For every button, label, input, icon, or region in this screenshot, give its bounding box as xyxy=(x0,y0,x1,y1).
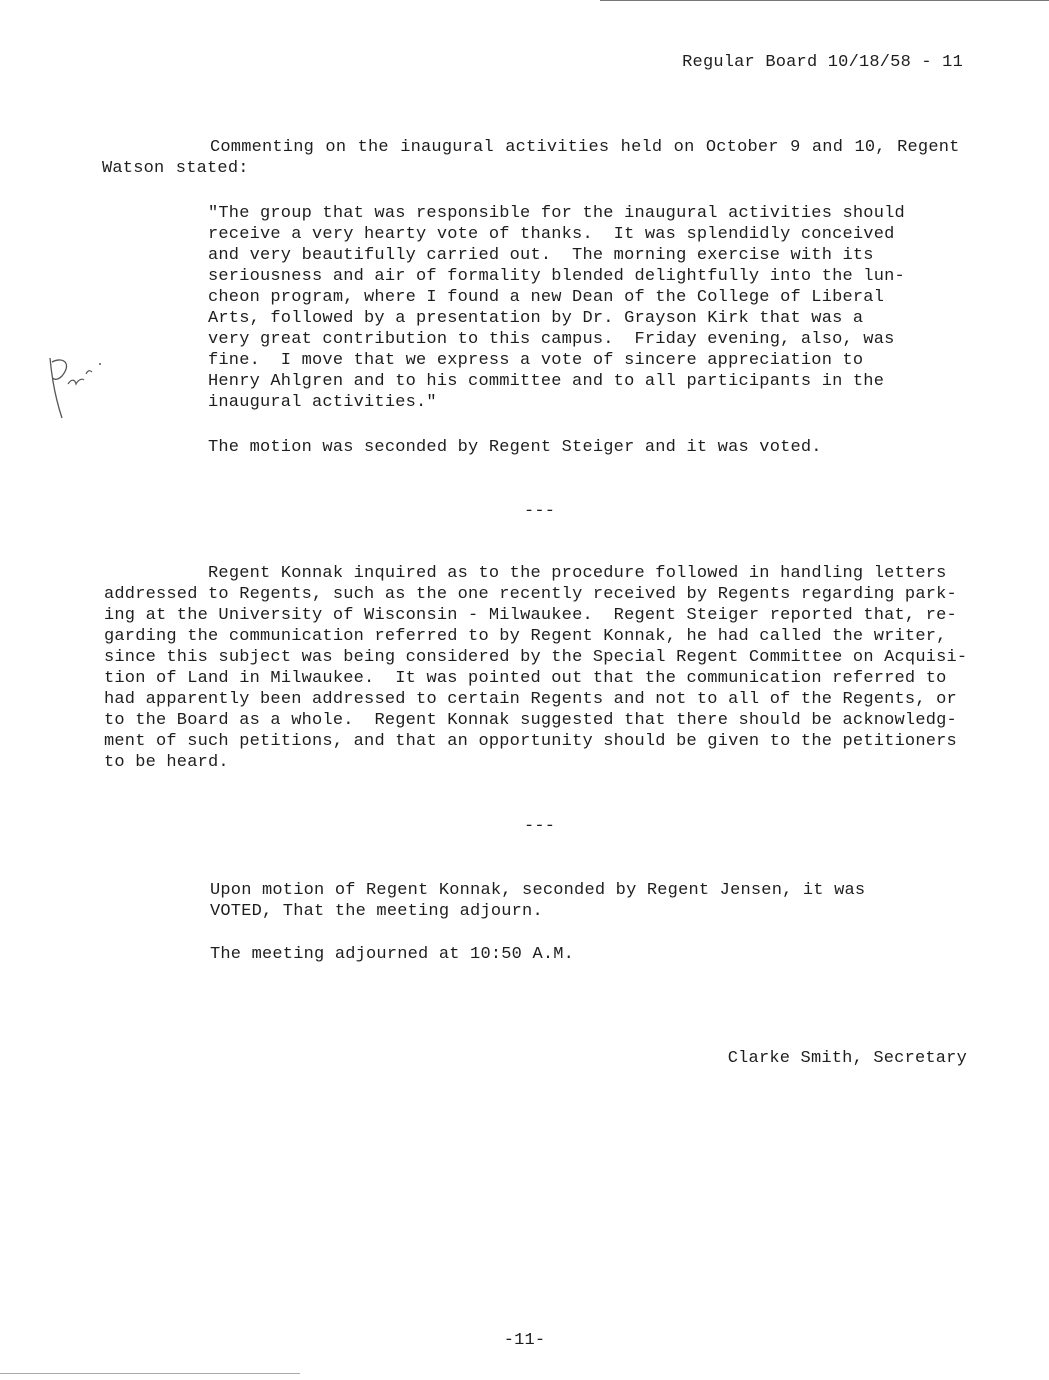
adjournment-line: Upon motion of Regent Konnak, seconded by Regent Jensen, it was xyxy=(210,881,866,900)
quote-line: fine. I move that we express a vote of sincere appreciation to xyxy=(208,351,864,370)
paragraph-line: tion of Land in Milwaukee. It was pointed out that the communication referred to xyxy=(104,669,947,688)
quote-line: inaugural activities." xyxy=(208,393,437,412)
quote-line: "The group that was responsible for the inaugural activities should xyxy=(208,204,905,223)
paragraph-line: to be heard. xyxy=(104,753,229,772)
paragraph-line: since this subject was being considered by the Special Regent Committee on Acquisi- xyxy=(104,648,968,667)
handwritten-margin-note-icon xyxy=(42,350,122,430)
intro-paragraph: Commenting on the inaugural activities held on October 9 and 10, Regent Watson stated: xyxy=(102,138,960,178)
paragraph-line: to the Board as a whole. Regent Konnak suggested that there should be acknowledg- xyxy=(104,711,957,730)
quote-line: and very beautifully carried out. The morning exercise with its xyxy=(208,246,874,265)
motion-result: The motion was seconded by Regent Steiger and it was voted. xyxy=(208,438,822,457)
adjournment-motion xyxy=(210,880,865,922)
adjournment-line: VOTED, That the meeting adjourn. xyxy=(210,902,543,921)
section-divider: --- xyxy=(524,817,556,836)
quoted-statement xyxy=(208,203,908,413)
quote-line: Arts, followed by a presentation by Dr. Grayson Kirk that was a xyxy=(208,309,864,328)
paragraph-line: garding the communication referred to by Regent Konnak, he had called the writer, xyxy=(104,627,947,646)
page-number: -11- xyxy=(503,1331,546,1350)
secretary-signature: Clarke Smith, Secretary xyxy=(727,1049,967,1068)
paragraph-line: had apparently been addressed to certain Regents and not to all of the Regents, or xyxy=(104,690,957,709)
quote-line: seriousness and air of formality blended delightfully into the lun- xyxy=(208,267,905,286)
paragraph-line: Regent Konnak inquired as to the procedure followed in handling letters xyxy=(104,564,947,583)
section-divider: --- xyxy=(524,502,556,521)
quote-line: very great contribution to this campus. Friday evening, also, was xyxy=(208,330,895,349)
paragraph-line: ing at the University of Wisconsin - Milwaukee. Regent Steiger reported that, re- xyxy=(104,606,957,625)
bottom-edge-rule xyxy=(0,1373,300,1374)
adjourn-time: The meeting adjourned at 10:50 A.M. xyxy=(210,945,575,964)
top-edge-rule xyxy=(600,0,1049,1)
konnak-paragraph xyxy=(104,563,984,773)
paragraph-line: addressed to Regents, such as the one recently received by Regents regarding park- xyxy=(104,585,957,604)
paragraph-line: ment of such petitions, and that an opportunity should be given to the petitioners xyxy=(104,732,957,751)
quote-line: Henry Ahlgren and to his committee and to all participants in the xyxy=(208,372,885,391)
quote-line: cheon program, where I found a new Dean of the College of Liberal xyxy=(208,288,885,307)
quote-line: receive a very hearty vote of thanks. It was splendidly conceived xyxy=(208,225,895,244)
running-head: Regular Board 10/18/58 - 11 xyxy=(682,53,963,72)
